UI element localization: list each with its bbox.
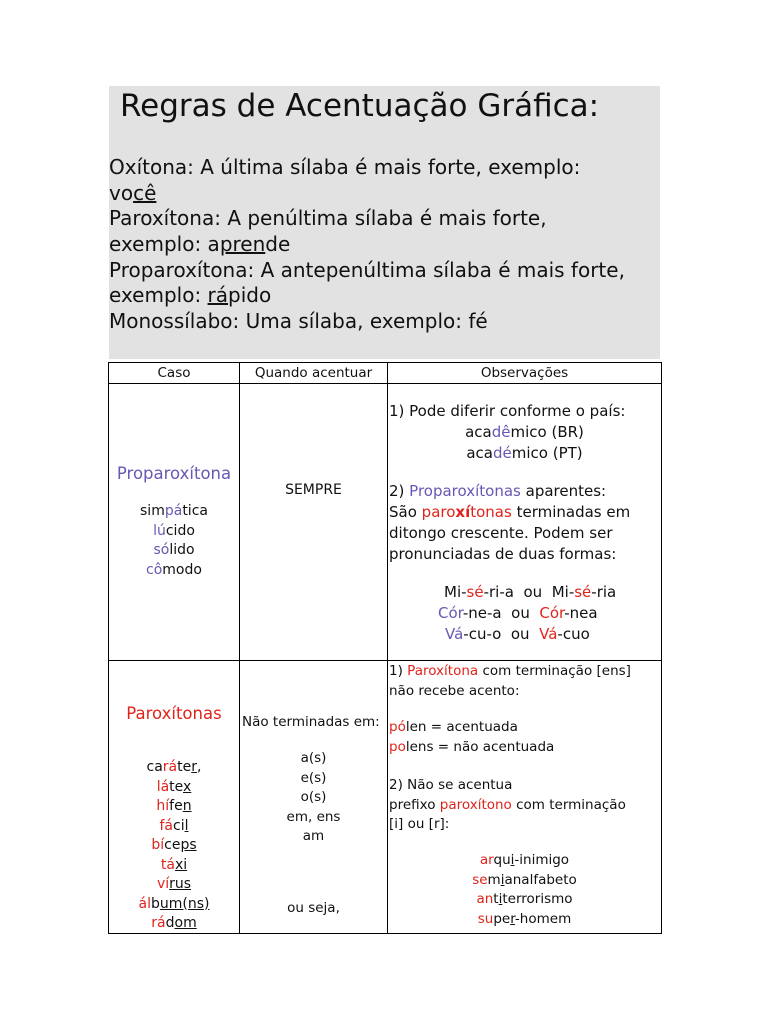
obs-text: 1) Pode diferir conforme o país: <box>389 402 626 420</box>
pronunciation-pair: Mi-sé-ri-a ou Mi-sé-ria <box>444 583 617 601</box>
obs-example: pólen = acentuada <box>389 719 518 735</box>
example-word: álbum(ns) <box>138 895 210 912</box>
example-word: cômodo <box>146 561 202 578</box>
definition-paroxitona-line1: Paroxítona: A penúltima sílaba é mais forte, <box>109 206 547 230</box>
obs-text: prefixo paroxítono com terminação <box>389 796 626 813</box>
example-word: sólido <box>153 542 195 558</box>
table-row-proparoxitona <box>109 384 662 661</box>
page-title: Regras de Acentuação Gráfica: <box>120 88 600 124</box>
case-title-paroxitona: Paroxítonas <box>126 704 222 723</box>
example-word: hífen <box>156 798 192 814</box>
stressed-syllable: cê <box>133 181 157 205</box>
ending-item: em, ens <box>286 808 341 825</box>
obs-text: 2) Não se acentua <box>389 777 513 793</box>
pronunciation-pair: Cór-ne-a ou Cór-nea <box>438 604 598 622</box>
example-word: bíceps <box>151 837 197 853</box>
definition-proparoxitona-line1: Proparoxítona: A antepenúltima sílaba é mais forte, <box>109 258 625 282</box>
when-title: Não terminadas em: <box>242 714 380 730</box>
example-word: fácil <box>159 817 189 834</box>
prefix-example: antiterrorismo <box>476 891 573 907</box>
definition-paroxitona-example: exemplo: aprende <box>109 232 291 256</box>
example-word: vírus <box>156 876 192 892</box>
ending-item: a(s) <box>300 750 327 766</box>
cell-when-paroxitona <box>240 661 388 934</box>
header-quando-acentuar: Quando acentuar <box>240 363 388 384</box>
obs-text: [i] ou [r]: <box>389 816 450 832</box>
ending-item: o(s) <box>300 789 327 805</box>
definition-oxitona-example: você <box>109 181 157 205</box>
cell-obs-paroxitona <box>388 661 662 934</box>
obs-text: 1) Paroxítona com terminação [ens] <box>389 663 631 679</box>
header-caso: Caso <box>109 363 240 384</box>
definition-oxitona-line1: Oxítona: A última sílaba é mais forte, exemplo: <box>109 155 581 179</box>
cell-when-proparoxitona <box>240 384 388 661</box>
example-word: táxi <box>160 856 188 873</box>
example-word: látex <box>156 778 192 795</box>
example-word: caráter, <box>146 759 202 775</box>
obs-text: não recebe acento: <box>389 682 520 699</box>
example-word: lúcido <box>153 522 195 539</box>
prefix-example: arqui-inimigo <box>479 852 570 868</box>
table-row-paroxitona <box>109 661 662 934</box>
definition-proparoxitona-example: exemplo: rápido <box>109 283 272 307</box>
cell-obs-proparoxitona <box>388 384 662 661</box>
example-word: acadêmico (BR) <box>465 423 584 441</box>
stressed-syllable: rá <box>207 283 229 307</box>
example-word: rádom <box>151 915 197 931</box>
example-word: académico (PT) <box>466 444 583 462</box>
or-else: ou seja, <box>287 900 340 916</box>
rules-table <box>108 362 662 934</box>
when-sempre: SEMPRE <box>285 482 342 498</box>
table-header-row <box>109 363 662 384</box>
prefix-example: semianalfabeto <box>472 871 577 888</box>
example-word: simpática <box>140 503 208 519</box>
obs-text: São paroxítonas terminadas em <box>389 503 631 521</box>
header-observacoes: Observações <box>388 363 662 384</box>
ending-item: e(s) <box>300 769 327 786</box>
obs-example: polens = não acentuada <box>389 738 555 755</box>
definition-monossilabo: Monossílabo: Uma sílaba, exemplo: fé <box>109 309 488 333</box>
cell-case-paroxitona <box>109 661 240 934</box>
stressed-syllable: pren <box>219 232 266 256</box>
obs-text: ditongo crescente. Podem ser <box>389 524 613 542</box>
obs-text: pronunciadas de duas formas: <box>389 545 617 563</box>
obs-text: 2) Proparoxítonas aparentes: <box>389 482 607 500</box>
cell-case-proparoxitona <box>109 384 240 661</box>
pronunciation-pair: Vá-cu-o ou Vá-cuo <box>445 625 590 643</box>
prefix-example: super-homem <box>477 910 572 927</box>
case-title-proparoxitona: Proparoxítona <box>116 464 232 483</box>
ending-item: am <box>302 828 325 844</box>
